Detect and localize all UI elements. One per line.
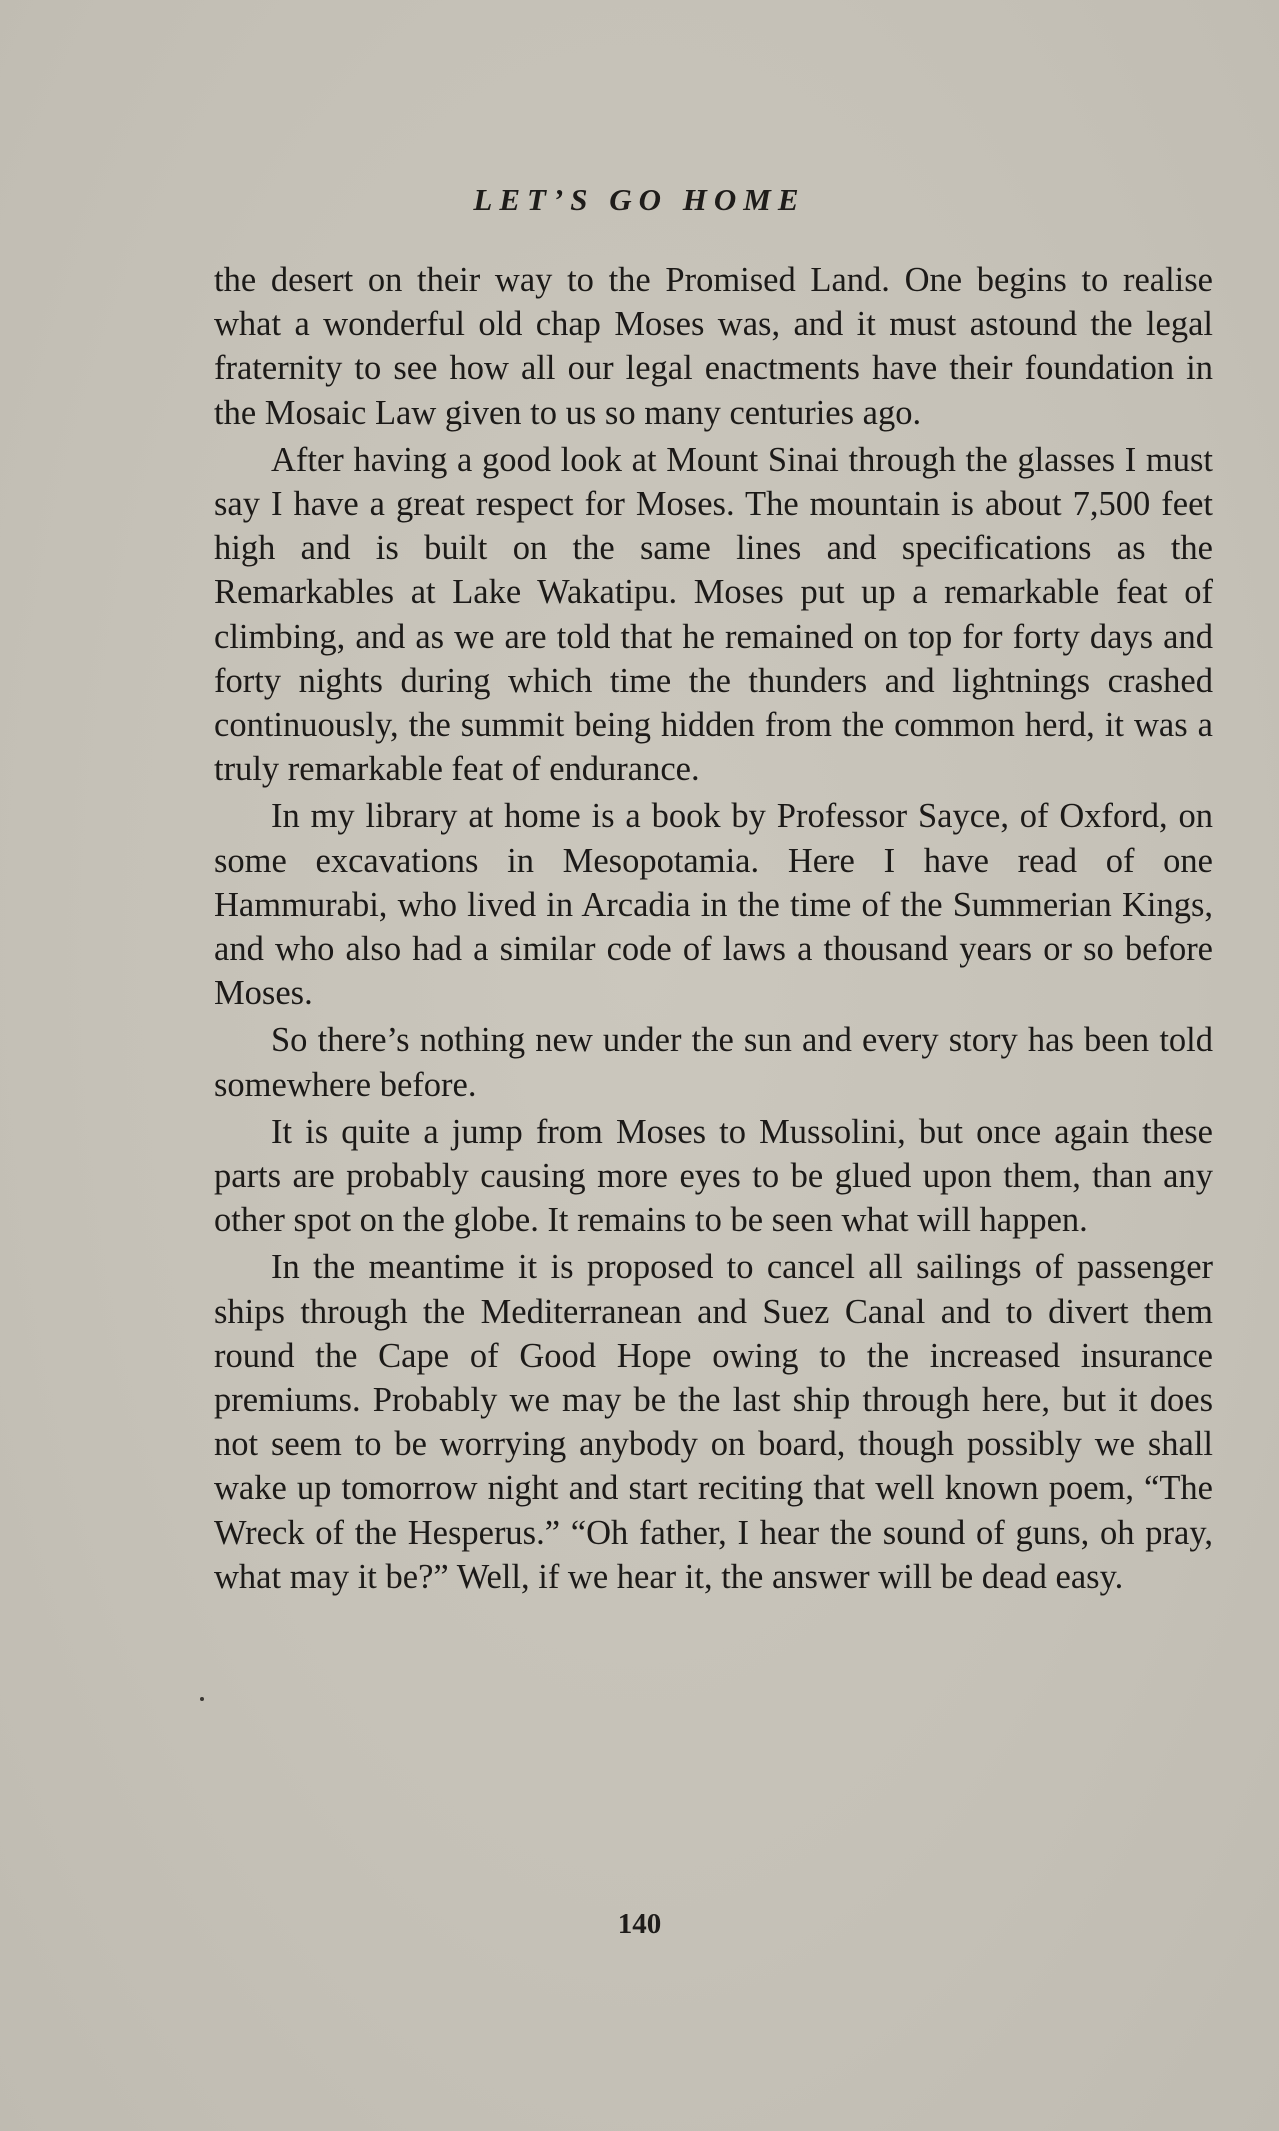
paragraph-mount-sinai: After having a good look at Mount Sinai through the glasses I must say I have a great respect for Moses. The mountain is about 7,500 feet high and is built on the same lines and specifications as the Remarkables at Lake Wakatipu. Moses put up a remarkable feat of climbing, and as we are told that he remained on top for forty days and forty nights during which time the thunders and lightnings crashed continuously, the summit being hidden from the common herd, it was a truly remarkable feat of endurance. — [214, 440, 1213, 789]
paragraph-library: In my library at home is a book by Professor Sayce, of Oxford, on some excavations in Mesopotamia. Here I have read of one Hammurabi, who lived in Arcadia in the time of the Summerian Kings, and who also had a similar code of laws a thousand years or so before Moses. — [214, 797, 1213, 1013]
paragraph-nothing-new: So there’s nothing new under the sun and every story has been told somewhere before. — [214, 1021, 1213, 1104]
paragraph-mussolini: It is quite a jump from Moses to Mussolini, but once again these parts are probably causing more eyes to be glued upon them, than any other spot on the globe. It remains to be seen what will happen. — [214, 1112, 1213, 1240]
paragraph-meantime: In the meantime it is proposed to cancel all sailings of passenger ships through the Mediterranean and Suez Canal and to divert them round the Cape of Good Hope owing to the increased insurance premiums. Probably we may be the last ship through here, but it does not seem to be worrying anybody on board, though possibly we shall wake up tomorrow night and start reciting that well known poem, “The Wreck of the Hesperus.” “Oh father, I hear the sound of guns, oh pray, what may it be?” Well, if we hear it, the answer will be dead easy. — [214, 1248, 1213, 1596]
paragraph-continued: the desert on their way to the Promised Land. One begins to realise what a wonderful old chap Moses was, and it must astound the legal fraternity to see how all our legal enactments have their foundation in the Mosaic Law given to us so many centuries ago. — [214, 261, 1213, 432]
page-number: 140 — [617, 1908, 662, 1940]
running-head: LET’S GO HOME — [473, 182, 806, 217]
body-text — [214, 258, 1213, 1602]
margin-dot-mark — [200, 1697, 204, 1701]
